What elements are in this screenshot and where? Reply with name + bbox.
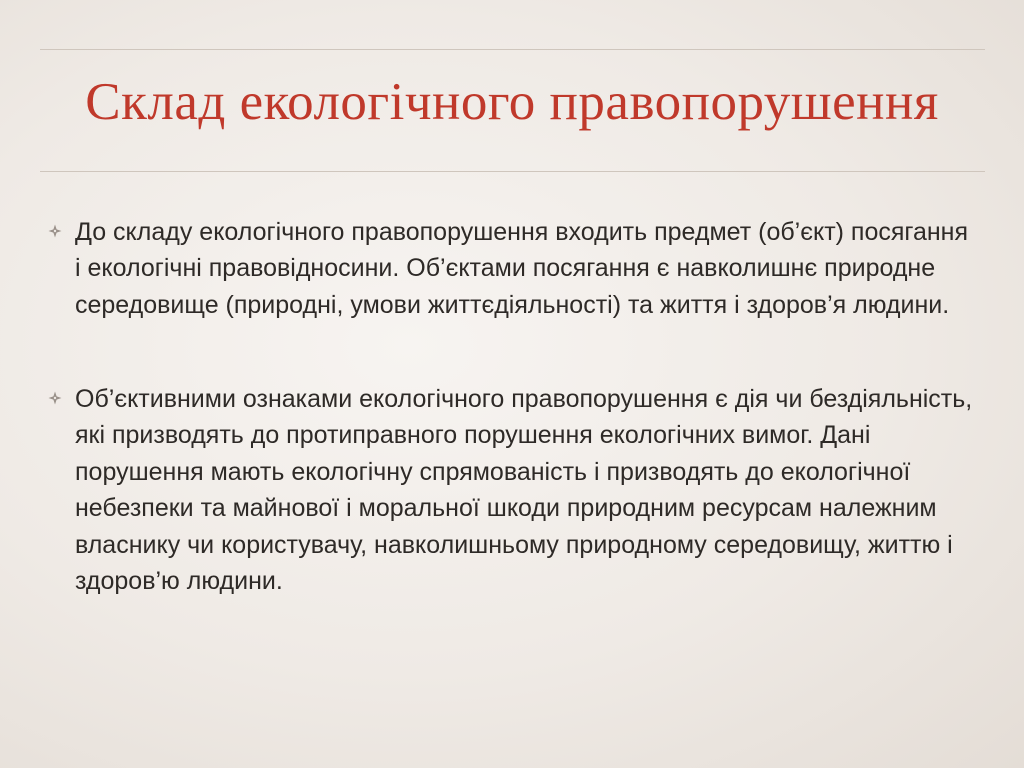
diamond-flower-bullet-icon: [48, 224, 62, 238]
slide-title: Склад екологічного правопорушення: [85, 73, 939, 131]
bullet-text: До складу екологічного правопорушення входить предмет (об’єкт) посягання і екологічні правовідносини. Об’єктами посягання є навколишнє природне середовище (природні, умови життєдіяльності) та життя і здоров’я людини.: [75, 218, 969, 319]
diamond-flower-bullet-icon: [48, 391, 62, 405]
bullet-text: Об’єктивними ознаками екологічного правопорушення є дія чи бездіяльність, які призводять до протиправного порушення екологічних вимог. Дані порушення мають екологічну спрямованість і призводять до екологічної небезпеки та майнової і моральної шкоди природним ресурсам належним власнику чи користувачу, навколишньому природному середовищу, життю і здоров’ю людини.: [75, 385, 973, 596]
bullet-item: [75, 381, 975, 599]
bullet-item: [75, 214, 975, 323]
